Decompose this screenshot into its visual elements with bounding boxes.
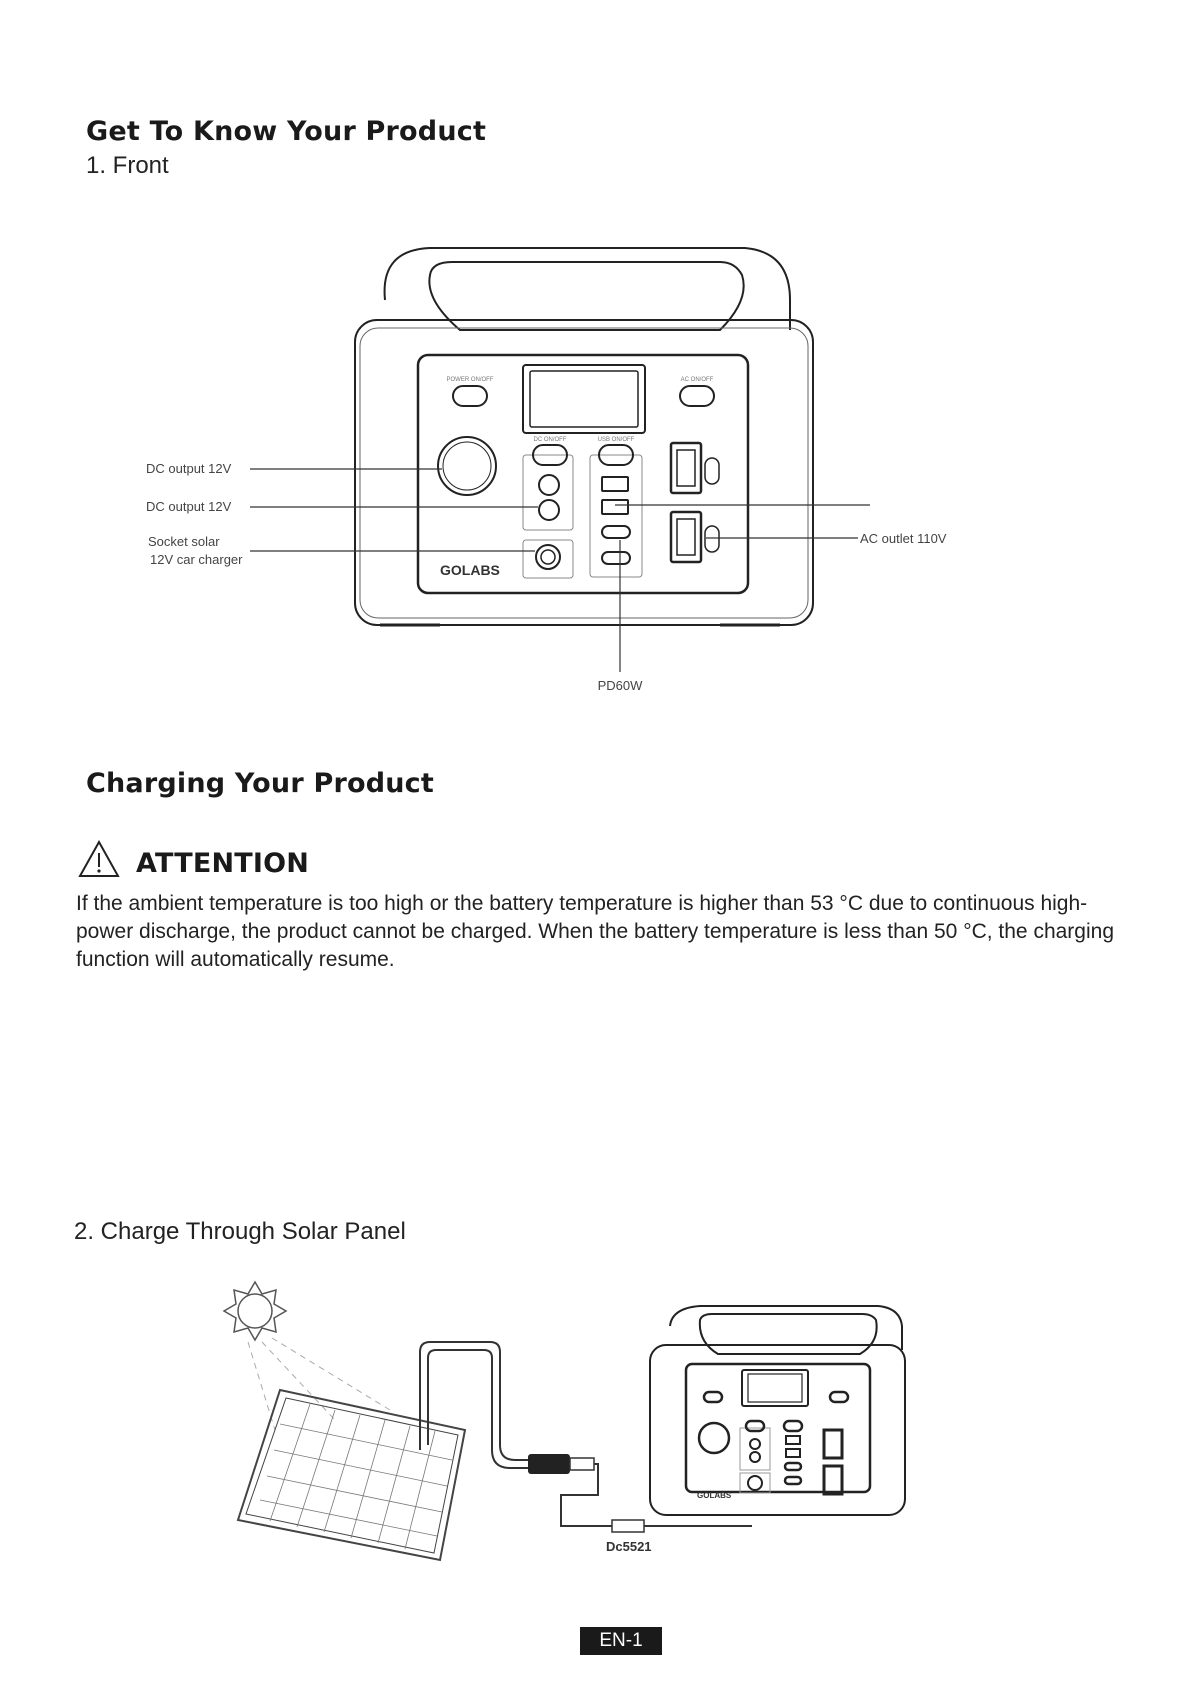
dc5521-plug [612, 1520, 644, 1532]
dc-group-frame [523, 455, 573, 530]
front-panel [418, 355, 748, 593]
usb-a-port-1 [602, 477, 628, 491]
sun-icon [224, 1282, 286, 1340]
callout-socket-solar: Socket solar [148, 534, 220, 549]
page-number: EN-1 [580, 1627, 662, 1655]
callout-ac-outlet: AC outlet 110V [860, 531, 947, 546]
callout-dc-output-1: DC output 12V [146, 461, 232, 476]
section-title-charging: Charging Your Product [86, 768, 434, 799]
warning-triangle-icon [78, 840, 120, 878]
callout-dc-output-2: DC output 12V [146, 499, 232, 514]
front-product-diagram [0, 0, 1190, 720]
power-button [453, 386, 487, 406]
dc-port-2 [539, 500, 559, 520]
power-button-label: POWER ON/OFF [446, 377, 494, 383]
mc4-connector [528, 1454, 570, 1474]
ac-button [680, 386, 714, 406]
dc5521-label: Dc5521 [606, 1539, 652, 1554]
callout-pd60w: PD60W [597, 678, 643, 693]
callout-car-charger: 12V car charger [150, 552, 243, 567]
solar-charging-diagram [0, 1270, 1190, 1570]
subsection-front: 1. Front [86, 152, 169, 179]
subsection-solar-charging: 2. Charge Through Solar Panel [74, 1218, 406, 1245]
lcd-screen [523, 365, 645, 433]
car-socket [438, 437, 496, 495]
usb-group-frame [590, 455, 642, 577]
device-brand-logo: GOLABS [440, 562, 500, 578]
power-station-small [650, 1306, 905, 1515]
device-handle [385, 248, 790, 330]
usb-button-label: USB ON/OFF [597, 437, 635, 443]
dc-button-label: DC ON/OFF [533, 437, 567, 443]
ac-button-label: AC ON/OFF [680, 377, 714, 383]
attention-paragraph: If the ambient temperature is too high or the battery temperature is higher than 53 °C due to continuous high-power discharge, the product cannot be charged. When the battery temperature is less than 50 °C, the charging function will automatically resume. [76, 892, 1115, 971]
attention-heading: ATTENTION [136, 848, 310, 879]
dc-port-1 [539, 475, 559, 495]
solar-cable [420, 1342, 528, 1468]
solar-input-port [536, 545, 560, 569]
section-title-get-to-know: Get To Know Your Product [86, 116, 487, 147]
usb-c-port-2 [602, 552, 630, 564]
small-device-brand: GOLABS [697, 1491, 732, 1500]
usb-c-port-1 [602, 526, 630, 538]
usb-a-port-2 [602, 500, 628, 514]
